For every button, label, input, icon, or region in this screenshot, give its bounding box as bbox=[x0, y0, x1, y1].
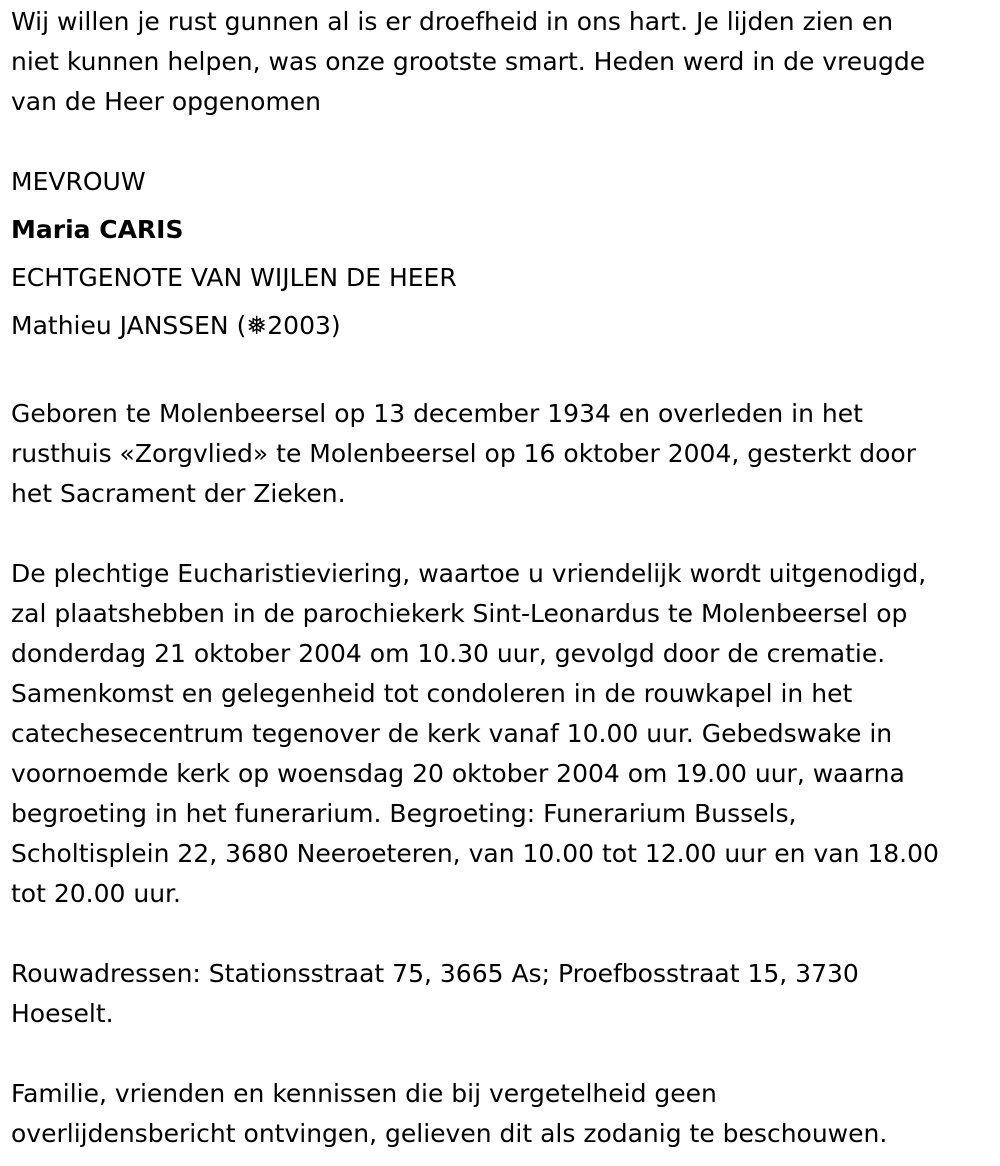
birth-death-line: rusthuis «Zorgvlied» te Molenbeersel op 16 oktober 2004, gesterkt door bbox=[11, 439, 916, 468]
ceremony-line: catechesecentrum tegenover de kerk vanaf 10.00 uur. Gebedswake in bbox=[11, 719, 893, 748]
closing-line: Familie, vrienden en kennissen die bij vergetelheid geen bbox=[11, 1079, 717, 1108]
ceremony-line: tot 20.00 uur. bbox=[11, 879, 181, 908]
ceremony-line: De plechtige Eucharistieviering, waartoe u vriendelijk wordt uitgenodigd, bbox=[11, 559, 927, 588]
intro-line: niet kunnen helpen, was onze grootste smart. Heden werd in de vreugde bbox=[11, 47, 926, 76]
closing-paragraph bbox=[11, 1074, 1000, 1154]
addresses-line: Hoeselt. bbox=[11, 999, 114, 1028]
ceremony-line: begroeting in het funerarium. Begroeting: Funerarium Bussels, bbox=[11, 799, 797, 828]
spouse-name: Mathieu JANSSEN (❅2003) bbox=[11, 311, 341, 340]
deceased-block bbox=[11, 162, 1000, 354]
intro-line: Wij willen je rust gunnen al is er droefheid in ons hart. Je lijden zien en bbox=[11, 7, 894, 36]
intro-line: van de Heer opgenomen bbox=[11, 87, 322, 116]
addresses-paragraph bbox=[11, 954, 1000, 1034]
ceremony-paragraph bbox=[11, 554, 1000, 914]
deceased-name: Maria CARIS bbox=[11, 215, 184, 244]
ceremony-line: voornoemde kerk op woensdag 20 oktober 2004 om 19.00 uur, waarna bbox=[11, 759, 905, 788]
ceremony-line: Samenkomst en gelegenheid tot condoleren in de rouwkapel in het bbox=[11, 679, 853, 708]
intro-paragraph bbox=[11, 2, 1000, 122]
closing-line: overlijdensbericht ontvingen, gelieven dit als zodanig te beschouwen. bbox=[11, 1119, 888, 1148]
ceremony-line: zal plaatshebben in de parochiekerk Sint-Leonardus te Molenbeersel op bbox=[11, 599, 908, 628]
deceased-title: MEVROUW bbox=[11, 167, 146, 196]
birth-death-paragraph bbox=[11, 394, 1000, 514]
deceased-relation: ECHTGENOTE VAN WIJLEN DE HEER bbox=[11, 263, 457, 292]
birth-death-line: het Sacrament der Zieken. bbox=[11, 479, 346, 508]
ceremony-line: donderdag 21 oktober 2004 om 10.30 uur, gevolgd door de crematie. bbox=[11, 639, 886, 668]
birth-death-line: Geboren te Molenbeersel op 13 december 1934 en overleden in het bbox=[11, 399, 863, 428]
addresses-line: Rouwadressen: Stationsstraat 75, 3665 As; Proefbosstraat 15, 3730 bbox=[11, 959, 859, 988]
ceremony-line: Scholtisplein 22, 3680 Neeroeteren, van 10.00 tot 12.00 uur en van 18.00 bbox=[11, 839, 939, 868]
